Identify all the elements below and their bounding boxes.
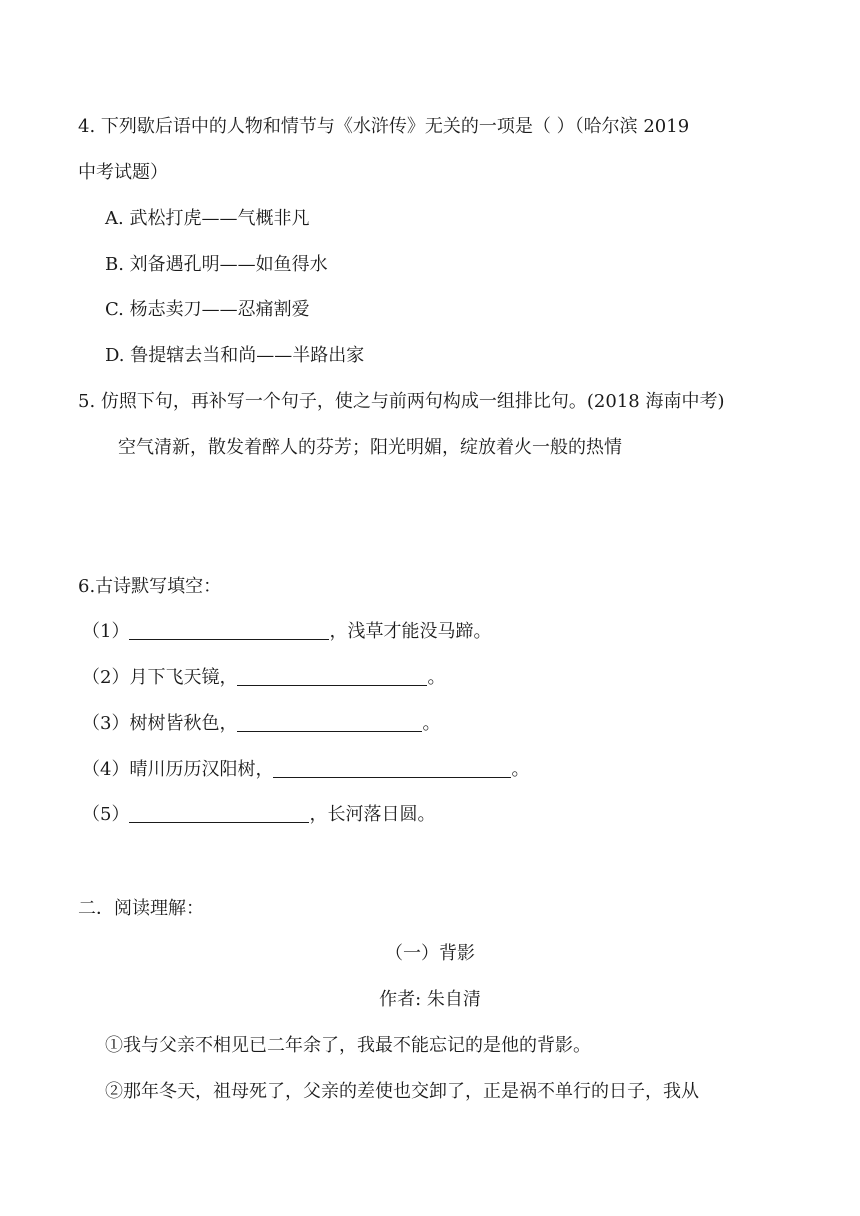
question-5-sentence: 空气清新，散发着醉人的芬芳；阳光明媚，绽放着火一般的热情 [118, 437, 622, 458]
answer-blank[interactable] [129, 804, 309, 823]
poem-item-4 [82, 758, 529, 782]
poem-item-after: 。 [422, 713, 441, 734]
option-a: A. 武松打虎——气概非凡 [105, 208, 310, 229]
option-d: D. 鲁提辖去当和尚——半路出家 [105, 345, 365, 366]
poem-item-before: 树树皆秋色， [129, 713, 238, 734]
answer-blank[interactable] [273, 759, 511, 778]
poem-item-after: ，浅草才能没马蹄。 [329, 621, 492, 642]
answer-blank[interactable] [237, 713, 422, 732]
poem-item-2 [82, 666, 445, 690]
poem-item-5 [82, 803, 435, 827]
answer-blank[interactable] [237, 667, 427, 686]
poem-item-number: （2） [82, 667, 130, 688]
poem-item-number: （3） [82, 713, 130, 734]
poem-item-after: ，长河落日圆。 [309, 804, 436, 825]
paragraph-1: ①我与父亲不相见已二年余了，我最不能忘记的是他的背影。 [105, 1035, 591, 1056]
question-5-line1: 5. 仿照下句，再补写一个句子，使之与前两句构成一组排比句。(2018 海南中考) [78, 391, 725, 412]
article-title: （一）背影 [385, 943, 475, 964]
poem-item-number: （1） [82, 621, 130, 642]
article-author: 作者: 朱自清 [379, 989, 481, 1010]
section-2-heading: 二．阅读理解： [78, 898, 204, 919]
poem-item-after: 。 [511, 759, 530, 780]
poem-item-number: （4） [82, 759, 130, 780]
question-4-line2: 中考试题） [78, 162, 168, 183]
poem-item-before: 晴川历历汉阳树， [129, 759, 274, 780]
poem-item-1 [82, 620, 491, 644]
question-4-line1: 4. 下列歇后语中的人物和情节与《水浒传》无关的一项是（ ）（哈尔滨 2019 [78, 116, 690, 137]
poem-item-before: 月下飞天镜， [129, 667, 238, 688]
poem-item-3 [82, 712, 440, 736]
paragraph-2: ②那年冬天，祖母死了，父亲的差使也交卸了，正是祸不单行的日子，我从 [105, 1081, 699, 1102]
option-c: C. 杨志卖刀——忍痛割爱 [105, 299, 310, 320]
question-6-title: 6.古诗默写填空： [78, 576, 222, 597]
answer-blank[interactable] [129, 621, 329, 640]
option-b: B. 刘备遇孔明——如鱼得水 [105, 254, 328, 275]
poem-item-after: 。 [427, 667, 446, 688]
poem-item-number: （5） [82, 804, 130, 825]
